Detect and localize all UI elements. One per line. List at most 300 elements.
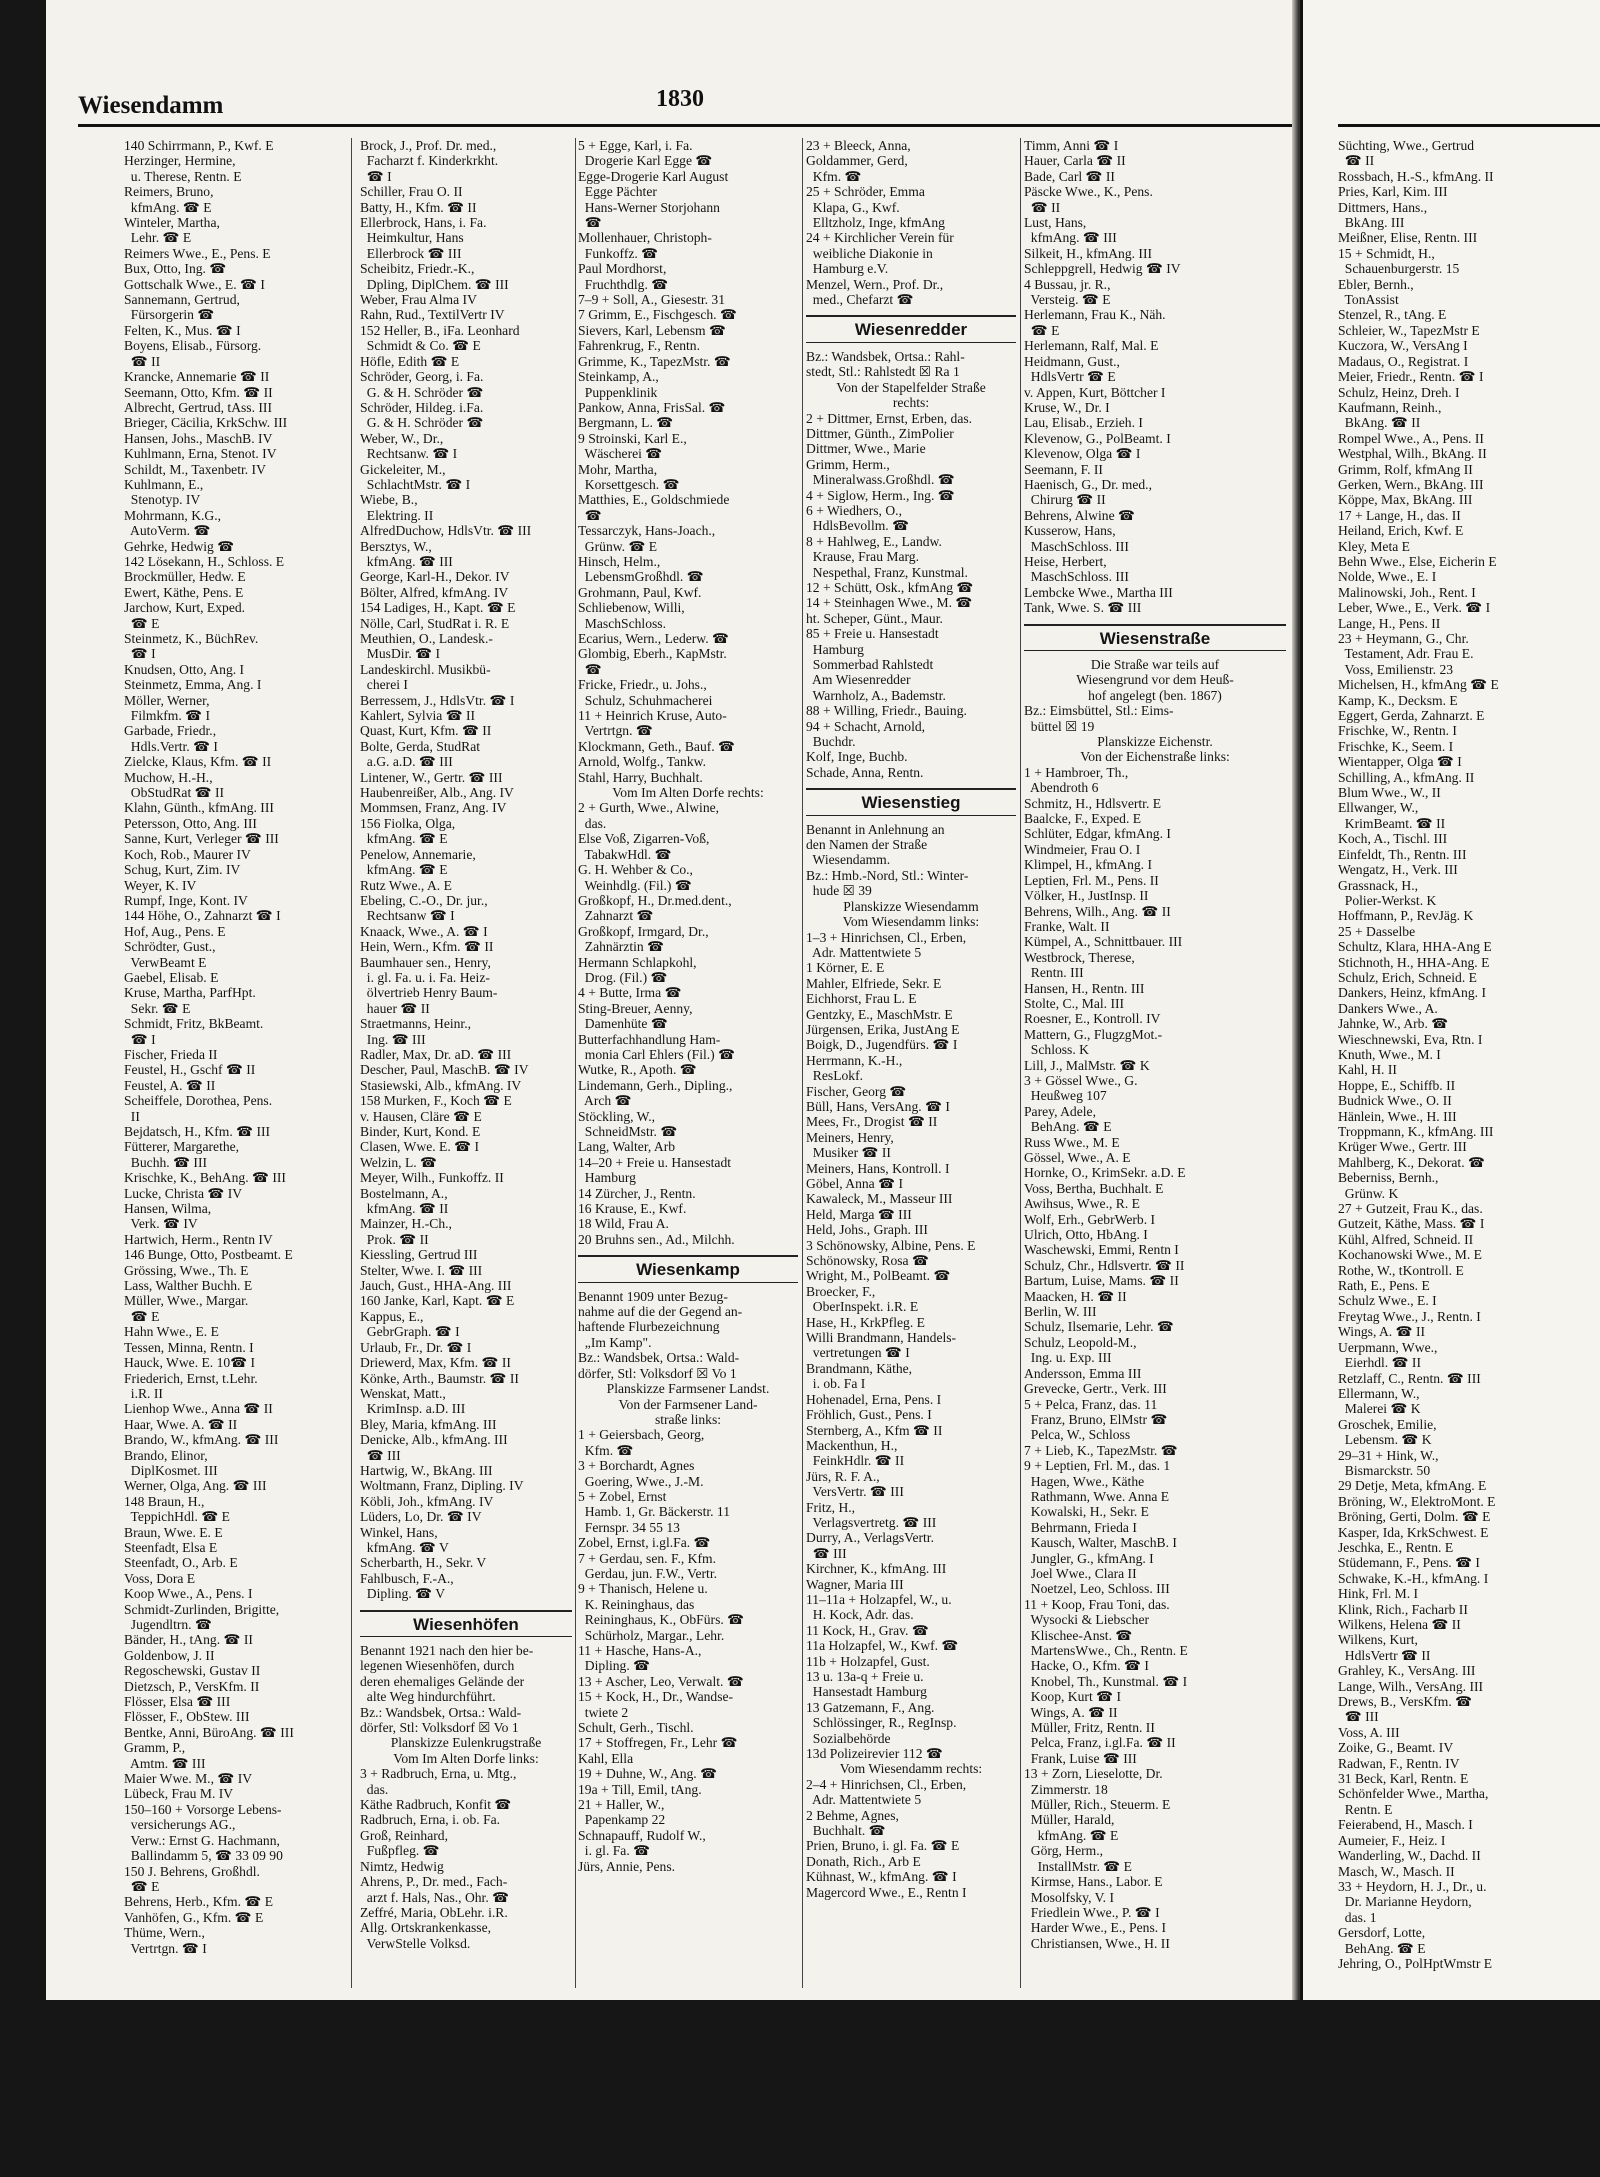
directory-entry: Lang, Walter, Arb [578,1139,676,1155]
directory-entry: 140 Schirrmann, P., Kwf. E [124,138,274,153]
directory-entry: Ecarius, Wern., Lederw. ☎ [578,631,729,646]
section-note: Planskizze Wiesendamm [843,898,979,914]
directory-entry: Rathmann, Wwe. Anna E [1024,1488,1170,1504]
directory-entry: kfmAng. ☎ III [360,553,453,569]
directory-entry: Schrödter, Gust., [124,939,216,955]
directory-entry: 25 + Dasselbe [1338,923,1416,939]
directory-entry: Grohmann, Paul, Kwf. [578,584,702,600]
directory-entry: 20 Bruhns sen., Ad., Milchh. [578,1231,735,1247]
directory-entry: Köppe, Max, BkAng. III [1338,492,1473,508]
directory-entry: 11a Holzapfel, W., Kwf. ☎ [806,1638,959,1654]
directory-entry: Weyer, K. IV [124,877,197,893]
directory-entry: Sommerbad Rahlstedt [806,657,934,672]
directory-entry: Bölter, Alfred, kfmAng. IV [360,584,509,600]
directory-entry: Tank, Wwe. S. ☎ III [1024,600,1142,616]
directory-entry: Behrmann, Frieda I [1024,1519,1137,1535]
directory-entry: Hink, Frl. M. I [1338,1586,1419,1602]
directory-entry: Kahl, H. II [1338,1062,1397,1078]
directory-entry: Goldenbow, J. II [124,1647,215,1663]
directory-entry: Schliebenow, Willi, [578,600,685,616]
directory-entry: Koch, A., Tischl. III [1338,831,1448,847]
directory-entry: 88 + Willing, Friedr., Bauing. [806,703,967,719]
directory-entry: Rompel Wwe., A., Pens. II [1338,430,1484,446]
directory-entry: Gerken, Wern., BkAng. III [1338,476,1484,492]
directory-entry: Lau, Elisab., Erzieh. I [1024,415,1143,431]
directory-entry: Parey, Adele, [1024,1103,1096,1119]
directory-entry: Schulz, Schuhmacherei [578,692,713,708]
directory-entry: Bentke, Anni, BüroAng. ☎ III [124,1724,294,1740]
directory-entry: Joel Wwe., Clara II [1024,1565,1137,1581]
directory-entry: Verlagsvertretg. ☎ III [806,1514,937,1530]
directory-entry: Wright, M., PolBeamt. ☎ [806,1268,951,1284]
directory-entry: Schult, Gerh., Tischl. [578,1720,694,1736]
directory-entry: Silkeit, H., kfmAng. III [1024,245,1152,261]
directory-entry: Ebler, Bernh., [1338,276,1414,292]
directory-entry: 2 Behme, Agnes, [806,1807,899,1823]
directory-entry: i.R. II [124,1385,163,1401]
directory-entry: Flösser, F., ObStew. III [124,1709,250,1725]
directory-entry: Dipling. ☎ V [360,1586,446,1602]
directory-entry: Polier-Werkst. K [1338,892,1437,908]
directory-entry: versicherungs AG., [124,1817,236,1833]
directory-entry: 7 + Lieb, K., TapezMstr. ☎ [1024,1442,1178,1458]
directory-entry: Muchow, H.-H., [124,769,213,785]
directory-entry: Jürgensen, Erika, JustAng E [806,1021,960,1037]
section-note: rechts: [892,395,930,411]
directory-entry: 156 Fiolka, Olga, [360,815,456,831]
directory-entry: Scheiffele, Dorothea, Pens. [124,1093,273,1109]
directory-entry: 8 + Hahlweg, E., Landw. [806,533,942,549]
directory-entry: i. gl. Fa. u. i. Fa. Heiz- [360,969,490,985]
directory-entry: Eichhorst, Frau L. E [806,991,917,1007]
directory-entry: Lehr. ☎ E [124,230,192,246]
directory-entry: Haenisch, G., Dr. med., [1024,476,1152,492]
directory-entry: Schmitz, H., Hdlsvertr. E [1024,795,1162,811]
directory-entry: Lass, Walther Buchh. E [124,1278,253,1294]
directory-entry: Steenfadt, O., Arb. E [124,1555,238,1571]
directory-entry: Voss, Emilienstr. 23 [1338,661,1454,677]
directory-entry: kfmAng. ☎ V [360,1539,449,1555]
directory-entry: Sievers, Karl, Lebensm ☎ [578,322,726,338]
directory-entry: Dipling. ☎ [578,1658,651,1674]
directory-entry: cherei I [360,677,408,693]
directory-entry: Broecker, F., [806,1283,876,1299]
directory-entry: MartensWwe., Ch., Rentn. E [1024,1643,1188,1658]
directory-entry: 14–20 + Freie u. Hansestadt [578,1154,732,1170]
directory-entry: Kochanowski Wwe., M. E [1338,1247,1482,1263]
directory-entry: Wiesendamm. [806,852,891,868]
directory-entry: ☎ I [124,1031,156,1047]
directory-entry: Sternberg, A., Kfm ☎ II [806,1422,943,1438]
directory-entry: SchlachtMstr. ☎ I [360,476,471,492]
directory-entry: TabakwHdl. ☎ [578,846,672,862]
directory-entry: Warnholz, A., Bademstr. [806,687,946,703]
directory-entry: Westbrock, Therese, [1024,949,1135,965]
directory-entry: Kümpel, A., Schnittbauer. III [1024,934,1183,950]
directory-entry: Bz.: Wandsbek, Ortsa.: Wald- [578,1350,740,1366]
directory-entry: kfmAng. ☎ E [360,831,448,847]
directory-entry: Reininghaus, K., ObFürs. ☎ [578,1612,745,1628]
street-header: Wiesendamm [78,92,224,119]
directory-entry: Herlemann, Ralf, Mal. E [1024,338,1159,354]
directory-entry: Mommsen, Franz, Ang. IV [360,800,507,816]
directory-entry: Gössel, Wwe., A. E [1024,1150,1131,1165]
directory-entry: Jungler, G., kfmAng. I [1024,1550,1154,1566]
directory-entry: Klimpel, H., kfmAng. I [1024,857,1152,873]
directory-entry: Fernspr. 34 55 13 [578,1519,680,1535]
directory-entry: deren ehemaliges Gelände der [360,1673,525,1689]
directory-entry: Gickeleiter, M., [360,461,446,477]
directory-entry: Rentn. E [1338,1801,1393,1817]
directory-column-4 [806,138,1016,1988]
directory-entry: ☎ II [124,353,161,369]
directory-entry: a.G. a.D. ☎ III [360,754,453,770]
directory-entry: 85 + Freie u. Hansestadt [806,626,939,642]
directory-entry: Lange, H., Pens. II [1338,615,1441,631]
directory-entry: Klahn, Günth., kfmAng. III [124,800,274,816]
section-note: straße links: [654,1411,722,1427]
directory-entry: Gersdorf, Lotte, [1338,1925,1426,1941]
directory-entry: hude ☒ 39 [806,883,872,899]
directory-entry: 12 + Schütt, Osk., kfmAng ☎ [806,579,974,595]
directory-entry: Bejdatsch, H., Kfm. ☎ III [124,1124,271,1139]
directory-entry: arzt f. Hals, Nas., Ohr. ☎ [360,1889,510,1905]
directory-entry: ☎ E [124,615,160,631]
directory-entry: Krischke, K., BehAng. ☎ III [124,1170,286,1186]
directory-entry: Schauenburgerstr. 15 [1338,261,1460,277]
directory-entry: Zobel, Ernst, i.gl.Fa. ☎ [578,1535,711,1551]
directory-entry: Klink, Rich., Facharb II [1338,1601,1468,1617]
directory-entry: Mohrmann, K.G., [124,507,222,523]
directory-entry: Stenotyp. IV [124,492,201,508]
directory-entry: AlfredDuchow, HdlsVtr. ☎ III [360,523,532,539]
directory-entry: Großkopf, Irmgard, Dr., [578,923,709,939]
directory-entry: kfmAng. ☎ E [360,862,448,878]
directory-entry: Seemann, Otto, Kfm. ☎ II [124,384,273,400]
directory-entry: das. 1 [1338,1909,1377,1925]
directory-entry: Schug, Kurt, Zim. IV [124,862,241,878]
directory-entry: Zahnärztin ☎ [578,939,665,955]
directory-entry: Radbruch, Erna, i. ob. Fa. [360,1812,501,1828]
directory-entry: Schönfelder Wwe., Martha, [1338,1786,1489,1802]
directory-entry: Wenskat, Matt., [360,1385,446,1401]
directory-entry: Lill, J., MalMstr. ☎ K [1024,1057,1150,1073]
directory-entry: Schulz Wwe., E. I [1338,1293,1437,1309]
directory-entry: Knobel, Th., Kunstmal. ☎ I [1024,1673,1188,1689]
directory-entry: Ahrens, P., Dr. med., Fach- [360,1874,508,1890]
directory-entry: Frischke, K., Seem. I [1338,738,1454,754]
directory-entry: dörfer, Stl: Volksdorf ☒ Vo 1 [578,1365,737,1381]
directory-entry: Heimkultur, Hans [360,230,464,246]
directory-entry: Müller, Harald, [1024,1812,1115,1828]
directory-entry: Filmkfm. ☎ I [124,708,211,724]
directory-entry: Knudsen, Otto, Ang. I [124,661,245,677]
directory-entry: Stüdemann, F., Pens. ☎ I [1338,1555,1480,1571]
directory-entry: Dpling, DiplChem. ☎ III [360,276,509,292]
directory-entry: büttel ☒ 19 [1024,718,1095,734]
directory-entry: Winkel, Hans, [360,1524,438,1540]
directory-entry: Bolte, Gerda, StudRat [360,738,481,754]
directory-entry: Seemann, F. II [1024,461,1103,477]
directory-entry: Eggert, Gerda, Zahnarzt. E [1338,708,1485,724]
directory-entry: ölvertrieb Henry Baum- [360,985,498,1001]
directory-entry: 4 + Siglow, Herm., Ing. ☎ [806,487,955,503]
directory-column-5 [1024,138,1286,1988]
directory-entry: 16 Krause, E., Kwf. [578,1201,687,1217]
directory-entry: Vanhöfen, G., Kfm. ☎ E [124,1909,264,1925]
directory-entry: BehAng. ☎ E [1024,1119,1112,1135]
directory-entry: Versteig. ☎ E [1024,292,1111,308]
directory-entry: 11 Kock, H., Grav. ☎ [806,1622,929,1638]
directory-entry: med., Chefarzt ☎ [806,292,914,308]
directory-entry: 3 + Radbruch, Erna, u. Mtg., [360,1766,517,1782]
directory-entry: Kirmse, Hans., Labor. E [1024,1874,1163,1890]
directory-entry: MaschSchloss. [578,615,666,631]
directory-entry: Menzel, Wern., Prof. Dr., [806,276,944,292]
directory-entry: Else Voß, Zigarren-Voß, [578,831,710,847]
directory-entry: Harder Wwe., E., Pens. I [1024,1920,1167,1936]
directory-entry: Wings, A. ☎ II [1024,1704,1118,1720]
directory-entry: Testament, Adr. Frau E. [1338,646,1474,662]
directory-entry: Batty, H., Kfm. ☎ II [360,199,477,215]
directory-entry: Behn Wwe., Else, Eicherin E [1338,553,1497,569]
section-note: Von der Stapelfelder Straße [836,379,986,395]
directory-entry: Grahley, K., VersAng. III [1338,1663,1476,1679]
directory-entry: Knuth, Wwe., M. I [1338,1046,1441,1062]
directory-entry: Gramm, P., [124,1740,186,1756]
directory-entry: Tessen, Minna, Rentn. I [124,1339,254,1355]
directory-entry: Meiners, Henry, [806,1129,894,1145]
directory-entry: Schulz, Leopold-M., [1024,1334,1137,1350]
directory-entry: Driewerd, Max, Kfm. ☎ II [360,1355,511,1371]
directory-entry: kfmAng. ☎ E [1024,1827,1119,1843]
directory-entry: Michelsen, H., kfmAng ☎ E [1338,677,1499,693]
directory-entry: Dietzsch, P., VersKfm. II [124,1678,260,1694]
directory-entry: Winteler, Martha, [124,215,220,231]
directory-entry: Haubenreißer, Alb., Ang. IV [360,785,514,801]
directory-entry: nahme auf die der Gegend an- [578,1304,743,1320]
directory-entry: Bz.: Wandsbek, Ortsa.: Rahl- [806,348,965,364]
directory-entry: 7–9 + Soll, A., Giesestr. 31 [578,292,726,308]
directory-entry: Bz.: Wandsbek, Ortsa.: Wald- [360,1704,522,1720]
directory-entry: Jeschka, E., Rentn. E [1338,1539,1454,1555]
directory-entry: Voss, A. III [1338,1724,1400,1740]
directory-entry: Mosolfsky, V. I [1024,1889,1115,1905]
directory-entry: Timm, Anni ☎ I [1024,138,1119,153]
directory-entry: Stolte, C., Mal. III [1024,995,1125,1011]
directory-entry: Lust, Hans, [1024,215,1087,231]
directory-entry: Benannt 1921 nach den hier be- [360,1643,534,1658]
section-note: Von der Farmsener Land- [618,1396,758,1412]
directory-entry: 23 + Heymann, G., Chr. [1338,631,1469,646]
directory-entry: Lübeck, Frau M. IV [124,1786,234,1802]
directory-entry: Schnapauff, Rudolf W., [578,1827,706,1843]
directory-entry: Kühl, Alfred, Schneid. II [1338,1231,1474,1247]
directory-entry: Ballindamm 5, ☎ 33 09 90 [124,1848,283,1864]
directory-entry: 29–31 + Hink, W., [1338,1447,1439,1463]
directory-entry: Hauck, Wwe. E. 10☎ I [124,1355,256,1371]
directory-entry: Reimers Wwe., E., Pens. E [124,245,271,261]
directory-entry: Kruse, Martha, ParfHpt. [124,985,256,1001]
directory-entry: Ulrich, Otto, HbAng. I [1024,1227,1148,1243]
directory-entry: Benannt 1909 unter Bezug- [578,1288,728,1304]
directory-entry: Braun, Wwe. E. E [124,1524,223,1540]
right-page-column [1338,138,1598,1988]
directory-entry: Gottschalk Wwe., E. ☎ I [124,276,265,292]
directory-entry: Hohenadel, Erna, Pens. I [806,1391,942,1407]
directory-entry: Schade, Anna, Rentn. [806,764,924,780]
directory-entry: 11b + Holzapfel, Gust. [806,1653,930,1669]
directory-entry: Stasiewski, Alb., kfmAng. IV [360,1077,522,1093]
directory-entry: Päscke Wwe., K., Pens. [1024,184,1153,200]
directory-entry: Flösser, Elsa ☎ III [124,1694,231,1710]
directory-entry: Jürs, R. F. A., [806,1468,880,1484]
directory-entry: Rossbach, H.-S., kfmAng. II [1338,168,1494,184]
directory-entry: Ellerbrock ☎ III [360,245,462,261]
directory-entry: 13 + Ascher, Leo, Verwalt. ☎ [578,1673,744,1689]
directory-entry: Boigk, D., Jugendfürs. ☎ I [806,1037,958,1053]
directory-entry: Gerdau, jun. F.W., Vertr. [578,1565,717,1581]
directory-entry: Kausch, Walter, MaschB. I [1024,1535,1177,1551]
directory-entry: Hdls.Vertr. ☎ I [124,738,218,754]
directory-entry: Allg. Ortskrankenkasse, [360,1920,491,1936]
section-note: Vom Wiesendamm links: [842,914,980,930]
directory-entry: ☎ [578,215,602,231]
directory-entry: Thüme, Wern., [124,1925,205,1941]
directory-entry: Höfle, Edith ☎ E [360,353,460,369]
directory-entry: Schmidt, Fritz, BkBeamt. [124,1016,264,1032]
directory-entry: HdlsVertr ☎ II [1338,1647,1431,1663]
section-note: hof angelegt (ben. 1867) [1088,687,1222,703]
directory-entry: 1 + Hambroer, Th., [1024,764,1129,780]
directory-entry: Kasper, Ida, KrkSchwest. E [1338,1524,1489,1540]
column-divider [802,138,803,1988]
street-section-heading: Wiesenredder [806,315,1016,342]
directory-entry: 13 Gatzemann, F., Ang. [806,1699,935,1715]
directory-entry: kfmAng. ☎ E [124,199,212,215]
directory-entry: Kuhlmann, Erna, Stenot. IV [124,446,277,462]
directory-entry: Schildt, M., Taxenbetr. IV [124,461,266,477]
directory-entry: Schleppgrell, Hedwig ☎ IV [1024,261,1181,277]
directory-entry: MusDir. ☎ I [360,646,440,662]
directory-entry: Steinkamp, A., [578,369,659,385]
directory-entry: ☎ E [124,1308,160,1324]
directory-entry: Bz.: Hmb.-Nord, Stl.: Winter- [806,867,969,883]
directory-entry: Waschewski, Emmi, Rentn I [1024,1242,1179,1258]
directory-entry: Schmidt-Zurlinden, Brigitte, [124,1601,280,1617]
directory-entry: Meyer, Wilh., Funkoffz. II [360,1170,504,1186]
directory-entry: Meier, Friedr., Rentn. ☎ I [1338,369,1484,385]
directory-entry: Petersson, Otto, Ang. III [124,815,257,831]
directory-entry: Klevenow, G., PolBeamt. I [1024,430,1171,446]
directory-entry: Wagner, Maria III [806,1576,904,1592]
directory-entry: 152 Heller, B., iFa. Leonhard [360,322,520,338]
directory-entry: Lucke, Christa ☎ IV [124,1185,243,1201]
directory-entry: Stahl, Harry, Buchhalt. [578,769,703,785]
directory-entry: 5 + Pelca, Franz, das. 11 [1024,1396,1158,1412]
directory-entry: Landeskirchl. Musikbü- [360,661,491,677]
directory-entry: VerwBeamt E [124,954,207,970]
directory-entry: Herzinger, Hermine, [124,153,236,169]
directory-entry: 94 + Schacht, Arnold, [806,718,926,734]
directory-entry: hauer ☎ II [360,1000,430,1016]
directory-entry: Schröder, Hildeg. i.Fa. [360,399,484,415]
directory-entry: Benannt in Anlehnung an [806,821,945,837]
directory-entry: Drog. (Fil.) ☎ [578,969,668,985]
directory-entry: Dr. Marianne Heydorn, [1338,1894,1472,1910]
directory-entry: Arch ☎ [578,1093,632,1109]
directory-entry: 14 + Steinhagen Wwe., M. ☎ [806,595,973,611]
directory-entry: Lembcke Wwe., Martha III [1024,584,1173,600]
section-note: Planskizze Eulenkrugstraße [390,1735,542,1751]
directory-entry: MaschSchloss. III [1024,569,1129,585]
section-note: Vom Im Alten Dorfe links: [393,1750,539,1766]
directory-entry: kfmAng. ☎ III [1024,230,1117,246]
directory-entry: Görg, Herm., [1024,1843,1104,1859]
directory-entry: Hagen, Wwe., Käthe [1024,1473,1145,1489]
directory-entry: Puppenklinik [578,384,658,400]
directory-entry: Verw.: Ernst G. Hachmann, [124,1832,280,1848]
directory-entry: Meiners, Hans, Kontroll. I [806,1160,950,1176]
directory-entry: Behrens, Alwine ☎ [1024,507,1135,523]
directory-entry: Schloss. K [1024,1042,1089,1058]
directory-entry: Wengatz, H., Verk. III [1338,862,1458,878]
directory-entry: G. H. Wehber & Co., [578,862,693,878]
directory-entry: „Im Kamp". [578,1334,652,1350]
directory-entry: Friedlein Wwe., P. ☎ I [1024,1904,1160,1920]
directory-entry: Bley, Maria, kfmAng. III [360,1416,497,1432]
directory-entry: Penelow, Annemarie, [360,846,476,862]
directory-entry: ☎ E [124,1878,160,1894]
directory-entry: Jehring, O., PolHptWmstr E [1338,1955,1493,1971]
directory-entry: Egge-Drogerie Karl August [578,168,729,184]
directory-entry: Garbade, Friedr., [124,723,217,739]
directory-entry: ht. Scheper, Günt., Maur. [806,610,943,626]
directory-entry: Scherbarth, H., Sekr. V [360,1555,487,1571]
directory-entry: Retzlaff, C., Rentn. ☎ III [1338,1370,1481,1386]
directory-entry: Kappus, E., [360,1308,424,1324]
directory-entry: HdlsBevollm. ☎ [806,518,910,534]
directory-entry: VerwStelle Volksd. [360,1935,471,1951]
directory-entry: Ellermann, W., [1338,1385,1420,1401]
directory-entry: Hamburg e.V. [806,261,889,277]
directory-entry: Sting-Breuer, Aenny, [578,1000,693,1016]
directory-entry: ☎ III [360,1447,401,1463]
directory-entry: Schmidt & Co. ☎ E [360,338,481,354]
directory-entry: 7 Grimm, E., Fischgesch. ☎ [578,307,737,323]
directory-entry: Hansen, Wilma, [124,1201,212,1217]
directory-entry: Mees, Fr., Drogist ☎ II [806,1114,938,1130]
directory-entry: Tessarczyk, Hans-Joach., [578,523,716,539]
directory-entry: Kuhlmann, E., [124,476,204,492]
directory-entry: Feustel, A. ☎ II [124,1077,216,1093]
directory-entry: Brando, Elinor, [124,1447,208,1463]
directory-entry: Awihsus, Wwe., R. E [1024,1196,1140,1212]
directory-entry: Fahrenkrug, F., Rentn. [578,338,700,354]
directory-entry: Ing. u. Exp. III [1024,1350,1112,1366]
directory-entry: LebensmGroßhdl. ☎ [578,569,704,585]
directory-entry: Grimm, Rolf, kfmAng II [1338,461,1473,477]
directory-entry: Brockmüller, Hedw. E [124,569,246,585]
directory-entry: Adr. Mattentwiete 5 [806,1792,922,1808]
directory-entry: Regoschewski, Gustav II [124,1663,261,1679]
street-section-heading: Wiesenstieg [806,788,1016,815]
directory-entry: Kuczora, W., VersAng I [1338,338,1468,354]
directory-entry: Verk. ☎ IV [124,1216,198,1232]
directory-entry: 3 + Borchardt, Agnes [578,1458,695,1474]
directory-entry: Amtm. ☎ III [124,1755,206,1771]
directory-entry: Dittmers, Hans., [1338,199,1428,215]
